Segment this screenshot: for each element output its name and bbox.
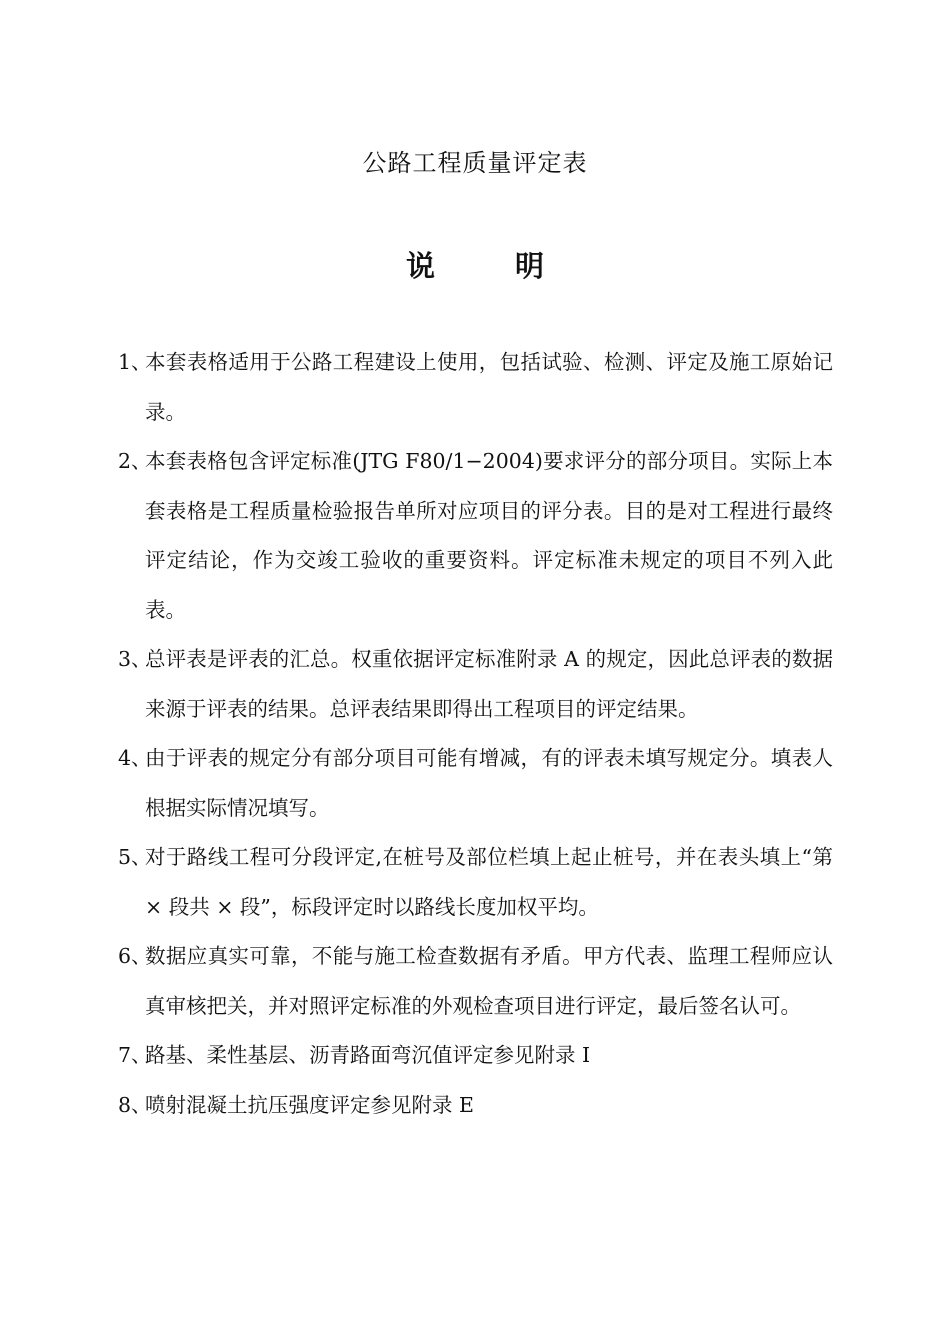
note-number: 4、 bbox=[118, 746, 152, 770]
note-text: 本套表格包含评定标准(JTG F80/1−2004)要求评分的部分项目。实际上本套表格是工程质量检验报告单所对应项目的评分表。目的是对工程进行最终评定结论，作为交竣工验收的重要资料。评定标准未规定的项目不列入此表。 bbox=[145, 449, 833, 622]
note-number: 5、 bbox=[118, 845, 152, 869]
note-number: 6、 bbox=[118, 944, 152, 968]
note-number: 1、 bbox=[118, 350, 152, 374]
note-number: 7、 bbox=[118, 1043, 152, 1067]
note-number: 2、 bbox=[118, 449, 152, 473]
note-item-7 bbox=[118, 1031, 833, 1081]
note-item-5 bbox=[118, 833, 833, 932]
note-text: 总评表是评表的汇总。权重依据评定标准附录 A 的规定，因此总评表的数据来源于评表的结果。总评表结果即得出工程项目的评定结果。 bbox=[145, 647, 833, 721]
note-text: 喷射混凝土抗压强度评定参见附录 E bbox=[145, 1092, 474, 1117]
note-number: 8、 bbox=[118, 1092, 152, 1117]
note-text: 数据应真实可靠，不能与施工检查数据有矛盾。甲方代表、监理工程师应认真审核把关，并对照评定标准的外观检查项目进行评定，最后签名认可。 bbox=[145, 944, 833, 1018]
note-item-2 bbox=[118, 437, 833, 635]
note-item-4 bbox=[118, 734, 833, 833]
note-item-6 bbox=[118, 932, 833, 1031]
notes-list bbox=[118, 338, 833, 1130]
document-title: 公路工程质量评定表 bbox=[362, 149, 588, 177]
section-heading-right: 明 bbox=[515, 249, 545, 283]
note-number: 3、 bbox=[118, 647, 152, 671]
note-text: 对于路线工程可分段评定,在桩号及部位栏填上起止桩号，并在表头填上“第 × 段共 × 段”，标段评定时以路线长度加权平均。 bbox=[145, 845, 833, 919]
note-text: 本套表格适用于公路工程建设上使用，包括试验、检测、评定及施工原始记录。 bbox=[145, 350, 833, 424]
section-heading-left: 说 bbox=[405, 249, 435, 283]
note-item-8 bbox=[118, 1081, 833, 1131]
note-item-3 bbox=[118, 635, 833, 734]
note-text: 由于评表的规定分有部分项目可能有增减，有的评表未填写规定分。填表人根据实际情况填写。 bbox=[145, 746, 833, 820]
note-text: 路基、柔性基层、沥青路面弯沉值评定参见附录 I bbox=[145, 1043, 591, 1067]
note-item-1 bbox=[118, 338, 833, 437]
section-heading bbox=[0, 244, 950, 285]
